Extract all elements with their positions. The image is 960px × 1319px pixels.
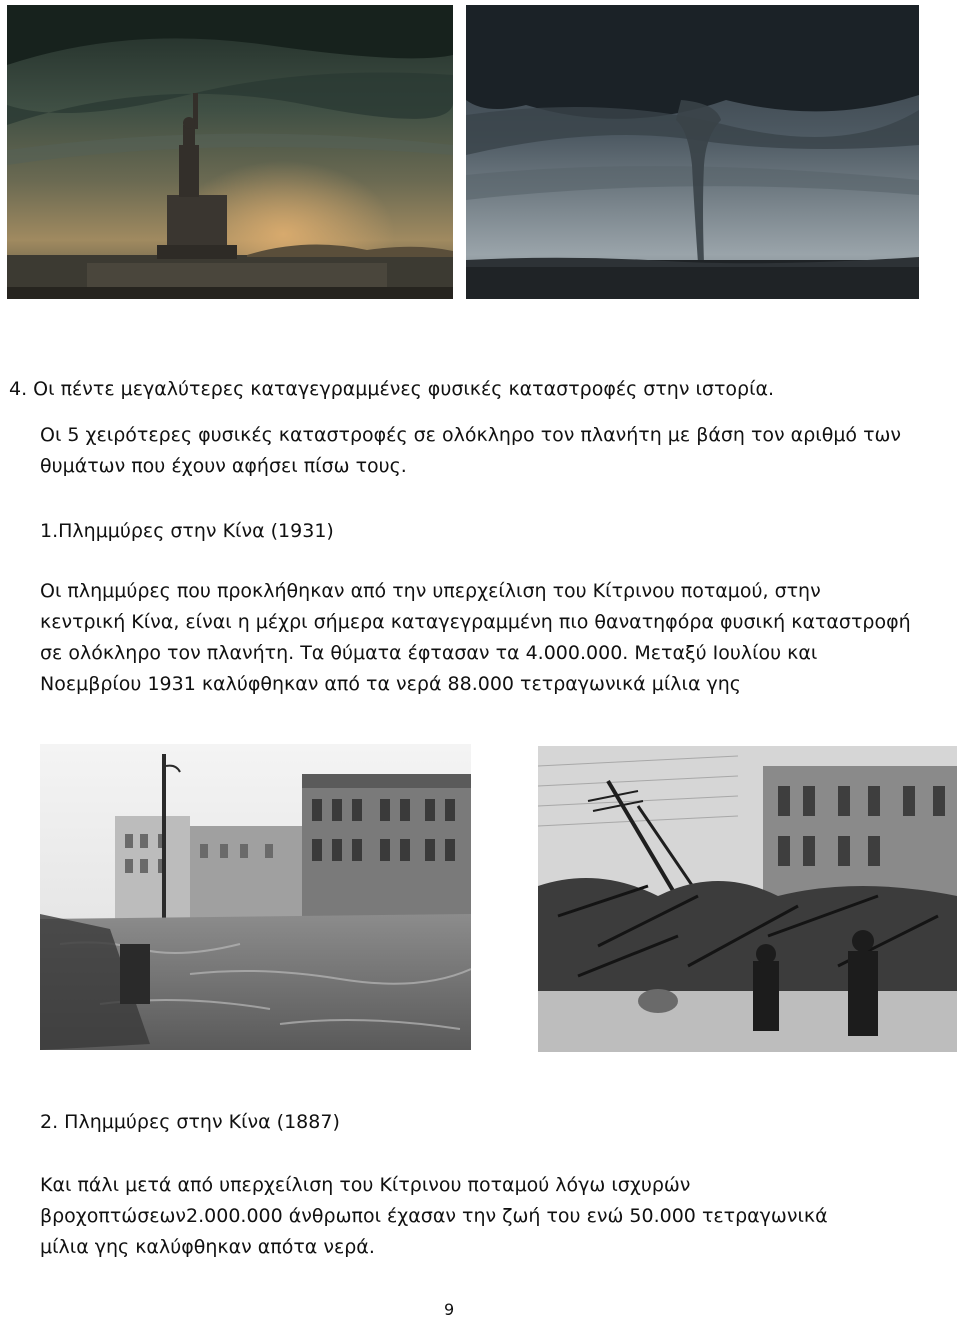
flooded-street-photo [40,744,471,1050]
tornado-photo [466,5,919,299]
paragraph-line: Οι πλημμύρες που προκλήθηκαν από την υπερχείλιση του Κίτρινου ποταμού, στην [40,580,821,602]
paragraph-line: μίλια γης καλύφθηκαν απότα νερά. [40,1236,375,1258]
paragraph-line: Και πάλι μετά από υπερχείλιση του Κίτρινου ποταμού λόγω ισχυρών [40,1174,691,1196]
item-1-paragraph [40,576,911,700]
item-1-title: 1.Πλημμύρες στην Κίνα (1931) [40,520,334,542]
paragraph-line: σε ολόκληρο τον πλανήτη. Τα θύματα έφτασαν τα 4.000.000. Μεταξύ Ιουλίου και [40,642,818,664]
paragraph-line: βροχοπτώσεων2.000.000 άνθρωποι έχασαν την ζωή του ενώ 50.000 τετραγωνικά [40,1205,828,1227]
paragraph-line: κεντρική Κίνα, είναι η μέχρι σήμερα καταγεγραμμένη πιο θανατηφόρα φυσική καταστροφή [40,611,911,633]
flood-destruction-engraving [538,746,957,1052]
section-heading: 4. Οι πέντε μεγαλύτερες καταγεγραμμένες φυσικές καταστροφές στην ιστορία. [9,378,775,400]
item-2-title: 2. Πλημμύρες στην Κίνα (1887) [40,1111,340,1133]
page-number: 9 [444,1300,455,1319]
intro-line: Οι 5 χειρότερες φυσικές καταστροφές σε ολόκληρο τον πλανήτη με βάση τον αριθμό των [40,424,902,446]
intro-line: θυμάτων που έχουν αφήσει πίσω τους. [40,455,407,477]
paragraph-line: Νοεμβρίου 1931 καλύφθηκαν από τα νερά 88.000 τετραγωνικά μίλια γης [40,673,741,695]
item-2-paragraph [40,1170,828,1263]
section-intro [40,420,901,482]
statue-of-liberty-storm-photo [7,5,453,299]
